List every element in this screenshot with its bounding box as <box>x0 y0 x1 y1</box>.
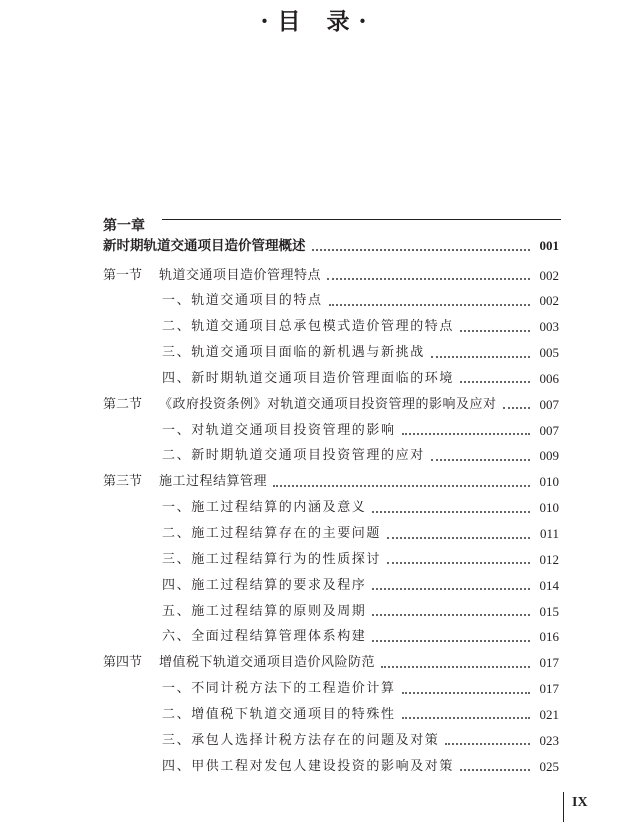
dot-leader <box>445 742 530 745</box>
toc-page-number: 015 <box>539 603 559 619</box>
toc-subsection-title: 二、轨道交通项目总承包模式造价管理的特点 <box>162 319 455 335</box>
toc-subsection-title: 六、全面过程结算管理体系构建 <box>162 629 367 645</box>
toc-subsection-title: 四、新时期轨道交通项目造价管理面临的环境 <box>162 370 455 386</box>
dot-leader <box>503 406 530 409</box>
toc-subsection-row[interactable] <box>162 291 559 311</box>
toc-subsection-row[interactable] <box>162 343 559 363</box>
page-title: ·目 录· <box>260 8 376 35</box>
toc-subsection-row[interactable] <box>162 421 559 441</box>
dot-leader <box>402 716 530 719</box>
toc-subsection-title: 三、轨道交通项目面临的新机遇与新挑战 <box>162 345 425 361</box>
toc-subsection-title: 四、甲供工程对发包人建设投资的影响及对策 <box>162 758 455 774</box>
dot-leader <box>372 613 530 616</box>
toc-subsection-row[interactable] <box>162 757 559 777</box>
toc-page-number: 002 <box>539 267 559 283</box>
toc-section-row[interactable] <box>103 472 559 492</box>
toc-section-row[interactable] <box>103 395 559 415</box>
toc-page-number: 007 <box>539 422 559 438</box>
toc-subsection-row[interactable] <box>162 679 559 699</box>
toc-subsection-title: 一、不同计税方法下的工程造价计算 <box>162 681 396 697</box>
toc-subsection-row[interactable] <box>162 731 559 751</box>
toc-page-number: 010 <box>539 474 559 490</box>
toc-page-number: 014 <box>539 577 559 593</box>
toc-subsection-title: 三、承包人选择计税方法存在的问题及对策 <box>162 732 440 748</box>
toc-page-number: 002 <box>539 293 559 309</box>
toc-section-number: 第四节 <box>103 655 143 671</box>
folio-rule <box>563 792 564 822</box>
toc-subsection-row[interactable] <box>162 602 559 622</box>
toc-page-number: 023 <box>539 732 559 748</box>
toc-subsection-row[interactable] <box>162 524 559 544</box>
dot-leader <box>312 248 531 251</box>
dot-leader <box>402 691 530 694</box>
toc-section-row[interactable] <box>103 653 559 673</box>
toc-subsection-title: 一、对轨道交通项目投资管理的影响 <box>162 422 396 438</box>
dot-leader <box>387 536 530 539</box>
dot-leader <box>372 639 530 642</box>
dot-leader <box>327 277 530 280</box>
toc-section-row[interactable] <box>103 266 559 286</box>
dot-leader <box>273 484 530 487</box>
page-number: IX <box>572 795 588 810</box>
dot-leader <box>372 587 530 590</box>
chapter-label: 第一章 <box>103 218 145 234</box>
toc-page-number: 005 <box>539 345 559 361</box>
toc-section-number: 第一节 <box>103 267 143 283</box>
toc-subsection-title: 五、施工过程结算的原则及周期 <box>162 603 367 619</box>
toc-page-number: 017 <box>539 655 559 671</box>
dot-leader <box>387 561 530 564</box>
toc-subsection-row[interactable] <box>162 498 559 518</box>
toc-page-number: 025 <box>539 758 559 774</box>
toc-subsection-title: 一、轨道交通项目的特点 <box>162 293 323 309</box>
toc-chapter-page: 001 <box>539 238 559 253</box>
dot-leader <box>402 432 530 435</box>
toc-page-number: 021 <box>539 706 559 722</box>
dot-leader <box>460 380 530 383</box>
toc-subsection-title: 二、施工过程结算存在的主要问题 <box>162 526 382 541</box>
toc-page-number: 017 <box>539 681 559 697</box>
dot-leader <box>329 303 530 306</box>
toc-subsection-title: 一、施工过程结算的内涵及意义 <box>162 500 367 516</box>
toc-subsection-title: 二、增值税下轨道交通项目的特殊性 <box>162 706 396 722</box>
toc-subsection-row[interactable] <box>162 627 559 647</box>
toc-page-number: 006 <box>539 370 559 386</box>
dot-leader <box>431 458 530 461</box>
toc-page-number: 011 <box>539 526 559 541</box>
toc-subsection-row[interactable] <box>162 446 559 466</box>
toc-subsection-title: 四、施工过程结算的要求及程序 <box>162 577 367 593</box>
dot-leader <box>372 510 530 513</box>
toc-page-number: 012 <box>539 551 559 567</box>
dot-leader <box>381 665 530 668</box>
toc-page-number: 003 <box>539 319 559 335</box>
toc-chapter-row[interactable] <box>103 236 559 256</box>
dot-leader <box>460 768 530 771</box>
toc-subsection-title: 二、新时期轨道交通项目投资管理的应对 <box>162 448 425 464</box>
toc-page-number: 016 <box>539 629 559 645</box>
toc-section-title: 轨道交通项目造价管理特点 <box>159 267 322 283</box>
toc-subsection-title: 三、施工过程结算行为的性质探讨 <box>162 551 382 567</box>
toc-page-number: 007 <box>539 396 559 412</box>
toc-section-title: 施工过程结算管理 <box>159 474 268 490</box>
toc-subsection-row[interactable] <box>162 550 559 570</box>
toc-section-title: 增值税下轨道交通项目造价风险防范 <box>159 655 376 671</box>
toc-subsection-row[interactable] <box>162 576 559 596</box>
toc-page-number: 010 <box>539 500 559 516</box>
toc-page-number: 009 <box>539 448 559 464</box>
dot-leader <box>460 329 530 332</box>
dot-leader <box>431 355 530 358</box>
toc-subsection-row[interactable] <box>162 317 559 337</box>
toc-section-number: 第三节 <box>103 474 143 490</box>
toc-section-title: 《政府投资条例》对轨道交通项目投资管理的影响及应对 <box>159 396 497 412</box>
toc-subsection-row[interactable] <box>162 369 559 389</box>
toc-subsection-row[interactable] <box>162 705 559 725</box>
toc-chapter-title: 新时期轨道交通项目造价管理概述 <box>103 238 306 254</box>
toc-section-number: 第二节 <box>103 396 143 412</box>
